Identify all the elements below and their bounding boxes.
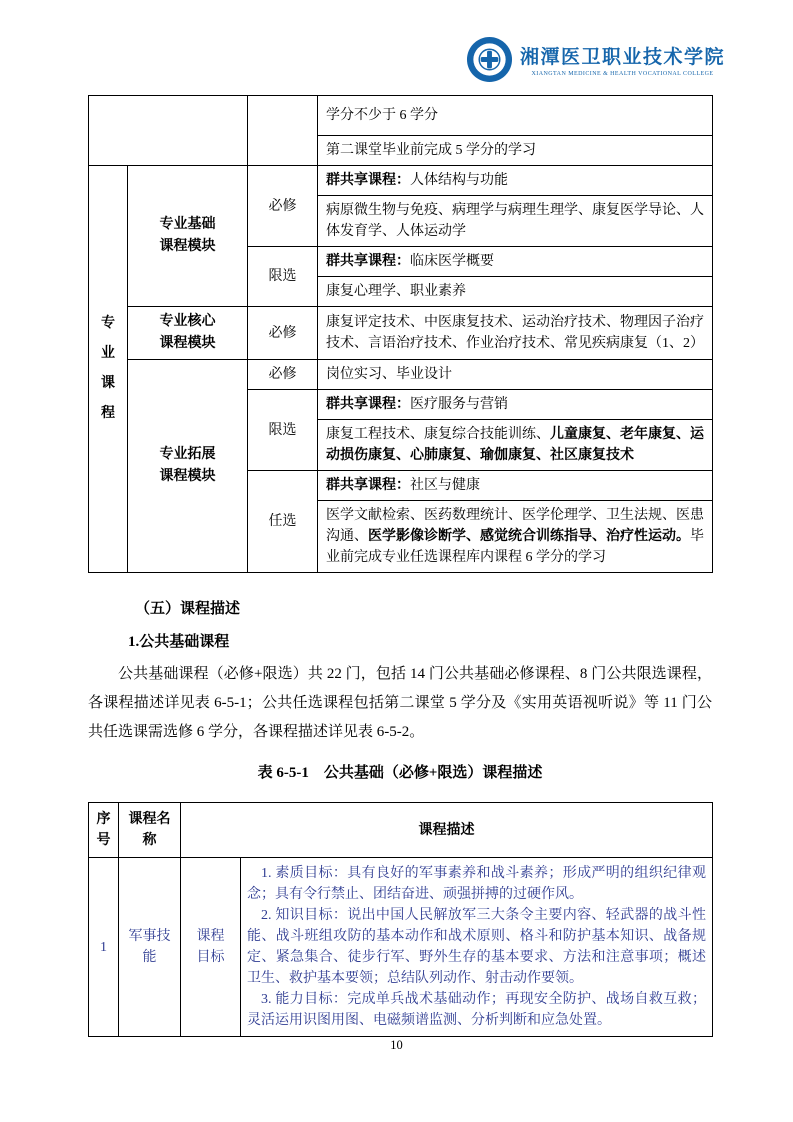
type-optional-cell: 任选 bbox=[248, 471, 318, 573]
carryover-credit-cell: 学分不少于 6 学分 bbox=[318, 96, 713, 136]
course-list-normal: 康复工程技术、康复综合技能训练、 bbox=[326, 427, 550, 442]
type-limited-cell: 限选 bbox=[248, 247, 318, 307]
table-caption: 表 6-5-1 公共基础（必修+限选）课程描述 bbox=[257, 765, 543, 781]
table-row bbox=[89, 858, 713, 1037]
shared-course-value: 医疗服务与营销 bbox=[410, 397, 508, 412]
type-limited-cell: 限选 bbox=[248, 390, 318, 471]
expand-optional-list-cell bbox=[318, 501, 713, 573]
expand-limited-shared-cell bbox=[318, 390, 713, 420]
header-course: 课程名称 bbox=[119, 803, 181, 858]
table-header-row bbox=[89, 803, 713, 858]
row-course-cell: 军事技能 bbox=[119, 858, 181, 1037]
table-row bbox=[89, 96, 713, 136]
header-description: 课程描述 bbox=[181, 803, 713, 858]
carryover-empty-cell-type bbox=[248, 96, 318, 166]
curriculum-module-table bbox=[88, 95, 713, 573]
table-row bbox=[89, 360, 713, 390]
type-required-cell: 必修 bbox=[248, 166, 318, 247]
expand-optional-shared-cell bbox=[318, 471, 713, 501]
college-name-cn: 湘潭医卫职业技术学院 bbox=[519, 46, 725, 68]
page-number: 10 bbox=[390, 1038, 403, 1052]
basic-limited-shared-cell bbox=[318, 247, 713, 277]
course-description-table bbox=[88, 802, 713, 1037]
row-description-cell bbox=[241, 858, 713, 1037]
course-list-normal: 医学文献检索、医药数理统计、医学伦理学、卫生法规、医患沟通、 bbox=[326, 508, 704, 544]
row-no-cell: 1 bbox=[89, 858, 119, 1037]
module-expand-cell: 专业拓展课程模块 bbox=[128, 360, 248, 573]
description-item-ability: 3. 能力目标：完成单兵战术基础动作；再现安全防护、战场自救互救；灵活运用识图用图、电磁频谱监测、分析判断和应急处置。 bbox=[247, 992, 706, 1028]
college-logo bbox=[466, 36, 725, 83]
description-item-knowledge: 2. 知识目标：说出中国人民解放军三大条令主要内容、轻武器的战斗性能、战斗班组攻防的基本动作和战术原则、格斗和防护基本知识、战备规定、紧急集合、徒步行军、野外生存的基本要求、方法和注意事项；概述卫生、救护基本要领；总结队列动作、射击动作要领。 bbox=[247, 908, 706, 986]
module-core-cell: 专业核心课程模块 bbox=[128, 307, 248, 360]
course-list-bold: 医学影像诊断学、感觉统合训练指导、治疗性运动。 bbox=[368, 529, 690, 544]
shared-course-label: 群共享课程： bbox=[326, 397, 410, 412]
section-paragraph: 公共基础课程（必修+限选）共 22 门，包括 14 门公共基础必修课程、8 门公共限选课程，各课程描述详见表 6-5-1；公共任选课程包括第二课堂 5 学分及《实用英语视听说》等 11 门公共任选课需选修 6 学分，各课程描述详见表 6-5-2。 bbox=[88, 666, 712, 740]
expand-limited-list-cell bbox=[318, 420, 713, 471]
type-required-cell: 必修 bbox=[248, 307, 318, 360]
expand-required-list-cell: 岗位实习、毕业设计 bbox=[318, 360, 713, 390]
table-row bbox=[89, 307, 713, 360]
college-logo-text bbox=[520, 42, 725, 77]
description-item-quality: 1. 素质目标：具有良好的军事素养和战斗素养；形成严明的组织纪律观念；具有令行禁止、团结奋进、顽强拼搏的过硬作风。 bbox=[247, 866, 706, 902]
shared-course-value: 临床医学概要 bbox=[410, 254, 494, 269]
shared-course-label: 群共享课程： bbox=[326, 254, 410, 269]
section-heading: （五）课程描述 bbox=[135, 601, 241, 617]
carryover-second-class-cell: 第二课堂毕业前完成 5 学分的学习 bbox=[318, 136, 713, 166]
basic-limited-list-cell: 康复心理学、职业素养 bbox=[318, 277, 713, 307]
basic-required-shared-cell bbox=[318, 166, 713, 196]
course-list-bold: 儿童康复、老年康复、运动损伤康复、心肺康复、瑜伽康复、社区康复技术 bbox=[326, 427, 704, 463]
type-required-cell: 必修 bbox=[248, 360, 318, 390]
shared-course-value: 人体结构与功能 bbox=[410, 173, 508, 188]
section-subheading: 1.公共基础课程 bbox=[128, 634, 230, 650]
carryover-empty-cell-left bbox=[89, 96, 248, 166]
category-professional-courses-cell: 专业课程 bbox=[89, 166, 128, 573]
module-basic-cell: 专业基础课程模块 bbox=[128, 166, 248, 307]
college-emblem-icon bbox=[466, 36, 513, 83]
shared-course-value: 社区与健康 bbox=[410, 478, 480, 493]
shared-course-label: 群共享课程： bbox=[326, 173, 410, 188]
row-goal-label-cell: 课程目标 bbox=[181, 858, 241, 1037]
core-required-list-cell: 康复评定技术、中医康复技术、运动治疗技术、物理因子治疗技术、言语治疗技术、作业治疗技术、常见疾病康复（1、2） bbox=[318, 307, 713, 360]
college-name-en: XIANGTAN MEDICINE & HEALTH VOCATIONAL COLLEGE bbox=[531, 71, 714, 77]
course-list-tail: 毕业前完成专业任选课程库内课程 6 学分的学习 bbox=[326, 529, 704, 565]
basic-required-list-cell: 病原微生物与免疫、病理学与病理生理学、康复医学导论、人体发育学、人体运动学 bbox=[318, 196, 713, 247]
table-row bbox=[89, 166, 713, 196]
header-no: 序号 bbox=[89, 803, 119, 858]
shared-course-label: 群共享课程： bbox=[326, 478, 410, 493]
